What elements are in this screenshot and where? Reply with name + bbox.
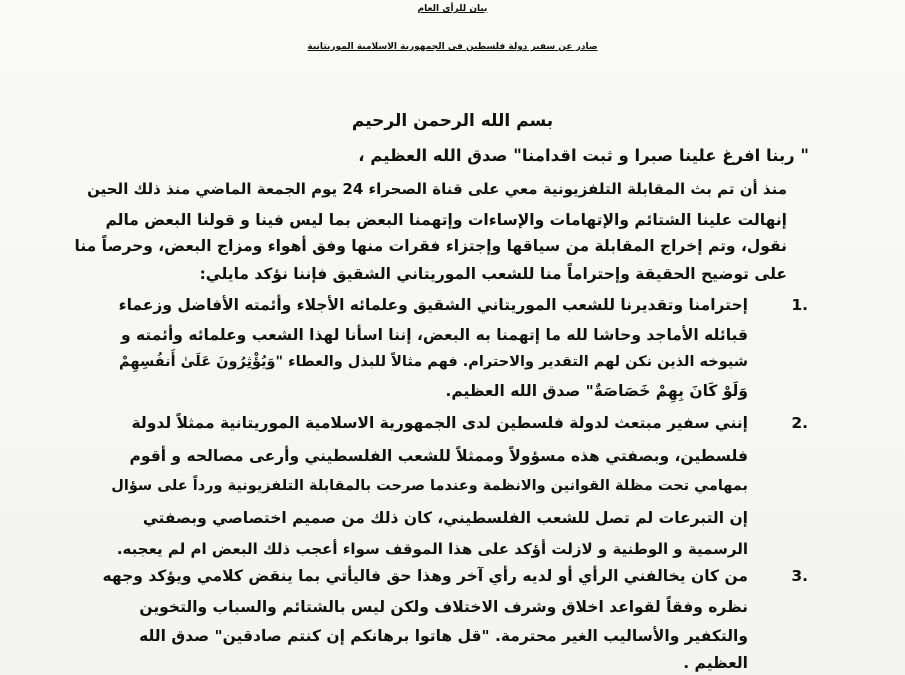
item-line: إحترامنا وتقديرنا للشعب الموريتاني الشقيق وعلمائه الأجلاء وأئمته الأفاضل وزعماء: [118, 296, 748, 314]
item-line: إنني سفير مبتعث لدولة فلسطين لدى الجمهورية الاسلامية الموريتانية ممثلاً لدولة: [131, 414, 748, 432]
item-line: العظيم .: [683, 654, 748, 672]
item-number: 1.: [791, 296, 808, 314]
item-line: قبائله الأماجد وحاشا لله ما إتهمنا به البعض، إننا اسأنا لهذا الشعب وعلمائه وأئمته و: [121, 326, 748, 344]
item-line: نظره وفقاً لقواعد اخلاق وشرف الاختلاف ولكن ليس بالشتائم والسباب والتخوين: [139, 598, 748, 616]
item-line: شيوخه الذين نكن لهم التقدير والاحترام. فهم مثالاً للبذل والعطاء "وَيُؤْثِرُونَ عَلَىٰ أَنفُسِهِمْ: [119, 354, 748, 370]
item-line: الرسمية و الوطنية و لازلت أؤكد على هذا الموقف سواء أعجب ذلك البعض ام لم يعجبه.: [116, 540, 748, 558]
intro-line: على توضيح الحقيقة وإحتراماً منا للشعب الموريتاني الشقيق فإننا نؤكد مايلي:: [199, 265, 787, 283]
item-number: 3.: [791, 567, 808, 585]
item-line: بمهامي تحت مظلة القوانين والانظمة وعندما صرحت بالمقابلة التلفزيونية ورداً على سؤال: [111, 478, 748, 494]
item-line: وَلَوْ كَانَ بِهِمْ خَصَاصَةٌ" صدق الله العظيم.: [445, 382, 748, 400]
item-line: والتكفير والأساليب الغير محترمة. "قل هاتوا برهانكم إن كنتم صادقين" صدق الله: [139, 627, 748, 645]
document-title: بيان للرأى العام: [417, 4, 488, 14]
opening-verse: " ربنا افرغ علينا صبرا و ثبت اقدامنا" صدق الله العظيم ،: [358, 146, 809, 165]
item-line: فلسطين، وبصفتي هذه مسؤولاً وممثلاً للشعب الفلسطيني وأرعى مصالحه و أقوم: [129, 447, 748, 465]
intro-line: إنهالت علينا الشتائم والإتهامات والإساءات وإتهمنا البعض بما ليس فينا و قولنا البعض مالم: [105, 211, 787, 229]
intro-line: نقول، وتم إخراج المقابلة من سياقها وإجتزاء فقرات منها وفق أهواء ومزاج البعض، وحرصاً منا: [74, 237, 787, 255]
basmala: بسم الله الرحمن الرحيم: [351, 111, 554, 131]
item-number: 2.: [791, 414, 808, 432]
item-line: من كان يخالفني الرأي أو لديه رأي آخر وهذا حق فاليأتي بما ينقض كلامي ويؤكد وجهه: [102, 567, 748, 585]
item-line: إن التبرعات لم تصل للشعب الفلسطيني، كان ذلك من صميم اختصاصي وبصفتي: [142, 509, 748, 527]
document-subtitle: صادر عن سفير دولة فلسطين فى الجمهورية الاسلامية الموريتانية: [307, 42, 598, 52]
intro-line: منذ أن تم بث المقابلة التلفزيونية معي على قناة الصحراء 24 يوم الجمعة الماضي منذ ذلك الحين: [87, 180, 787, 198]
